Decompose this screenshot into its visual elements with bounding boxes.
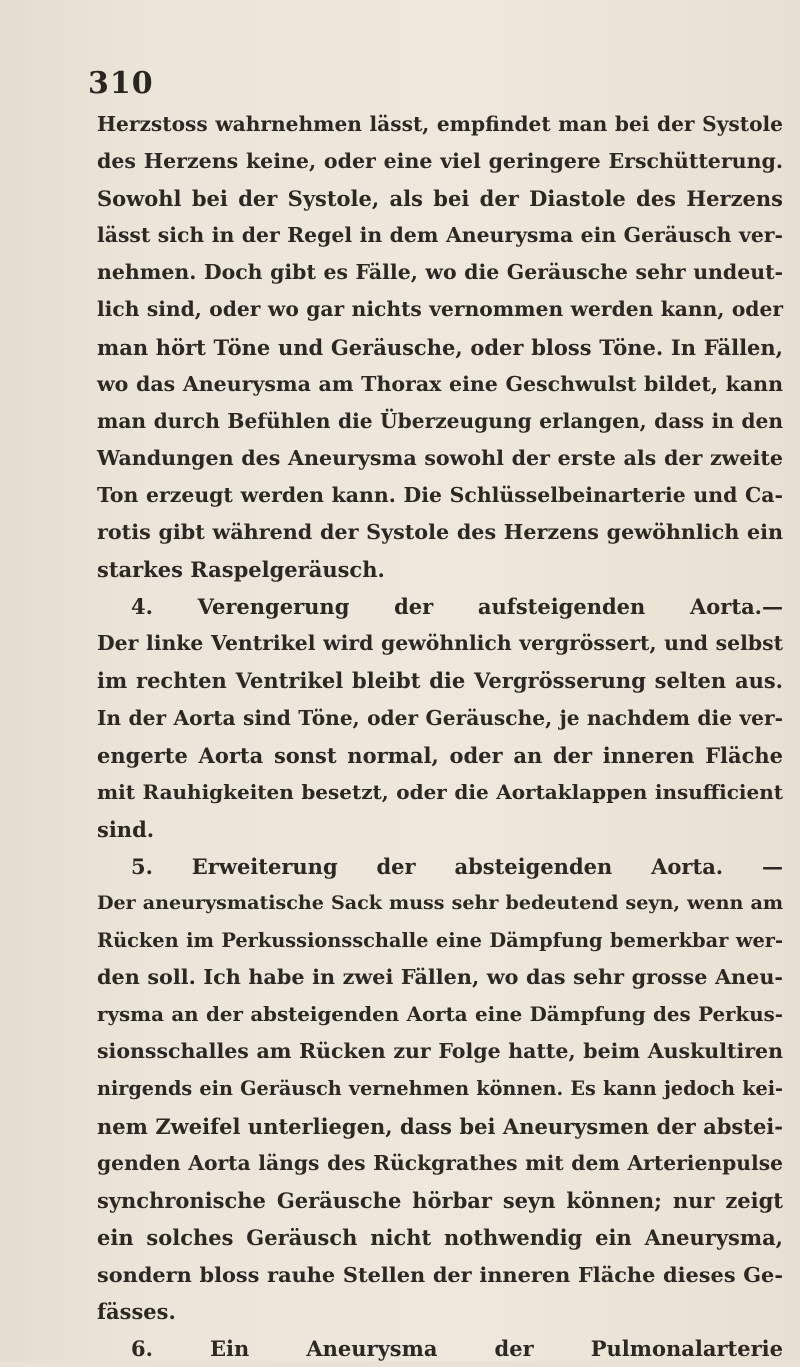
text-line: im rechten Ventrikel bleibt die Vergrösserung selten aus. bbox=[97, 668, 783, 694]
text-line: Der linke Ventrikel wird gewöhnlich vergrössert, und selbst bbox=[97, 631, 783, 656]
text-line: wo das Aneurysma am Thorax eine Geschwulst bildet, kann bbox=[97, 371, 783, 396]
text-line: nehmen. Doch gibt es Fälle, wo die Geräusche sehr undeut- bbox=[97, 260, 783, 285]
text-line: des Herzens keine, oder eine viel geringere Erschütterung. bbox=[97, 149, 783, 174]
text-line: mit Rauhigkeiten besetzt, oder die Aortaklappen insufficient bbox=[97, 779, 783, 804]
text-line: man hört Töne und Geräusche, oder bloss Töne. In Fällen, bbox=[97, 334, 783, 360]
text-line: 4. Verengerung der aufsteigenden Aorta.— bbox=[131, 594, 783, 620]
text-line: genden Aorta längs des Rückgrathes mit dem Arterienpulse bbox=[97, 1150, 783, 1175]
page-number: 310 bbox=[88, 66, 154, 101]
text-line: ein solches Geräusch nicht nothwendig ein Aneurysma, bbox=[97, 1224, 783, 1250]
text-line: Sowohl bei der Systole, als bei der Diastole des Herzens bbox=[97, 186, 783, 212]
text-line: den soll. Ich habe in zwei Fällen, wo das sehr grosse Aneu- bbox=[97, 965, 783, 990]
text-line: engerte Aorta sonst normal, oder an der inneren Fläche bbox=[97, 742, 783, 768]
text-line: rotis gibt während der Systole des Herzens gewöhnlich ein bbox=[97, 520, 783, 545]
text-line: rysma an der absteigenden Aorta eine Dämpfung des Perkus- bbox=[97, 1002, 783, 1027]
text-line: sionsschalles am Rücken zur Folge hatte, beim Auskultiren bbox=[97, 1039, 783, 1064]
text-line: Rücken im Perkussionsschalle eine Dämpfung bemerkbar wer- bbox=[97, 929, 783, 953]
text-line: In der Aorta sind Töne, oder Geräusche, je nachdem die ver- bbox=[97, 705, 783, 730]
text-line: sind. bbox=[97, 816, 155, 842]
text-line: Herzstoss wahrnehmen lässt, empfindet man bei der Systole bbox=[97, 112, 783, 136]
text-line: lich sind, oder wo gar nichts vernommen werden kann, oder bbox=[97, 297, 783, 322]
text-line: synchronische Geräusche hörbar seyn können; nur zeigt bbox=[97, 1187, 783, 1213]
text-line: 5. Erweiterung der absteigenden Aorta. — bbox=[131, 853, 783, 879]
body-text bbox=[97, 106, 783, 1367]
text-line: nirgends ein Geräusch vernehmen können. Es kann jedoch kei- bbox=[97, 1077, 783, 1101]
text-line: fässes. bbox=[97, 1299, 176, 1324]
text-line: nem Zweifel unterliegen, dass bei Aneurysmen der abstei- bbox=[97, 1113, 783, 1139]
text-line: Wandungen des Aneurysma sowohl der erste als der zweite bbox=[97, 445, 783, 470]
text-line: starkes Raspelgeräusch. bbox=[97, 557, 385, 583]
text-line: man durch Befühlen die Überzeugung erlangen, dass in den bbox=[97, 408, 783, 433]
text-line: Der aneurysmatische Sack muss sehr bedeutend seyn, wenn am bbox=[97, 891, 783, 914]
text-line: lässt sich in der Regel in dem Aneurysma ein Geräusch ver- bbox=[97, 223, 783, 248]
text-line: Ton erzeugt werden kann. Die Schlüsselbeinarterie und Ca- bbox=[97, 482, 783, 507]
text-line: 6. Ein Aneurysma der Pulmonalarterie bbox=[131, 1336, 783, 1362]
text-line: sondern bloss rauhe Stellen der inneren Fläche dieses Ge- bbox=[97, 1261, 783, 1287]
